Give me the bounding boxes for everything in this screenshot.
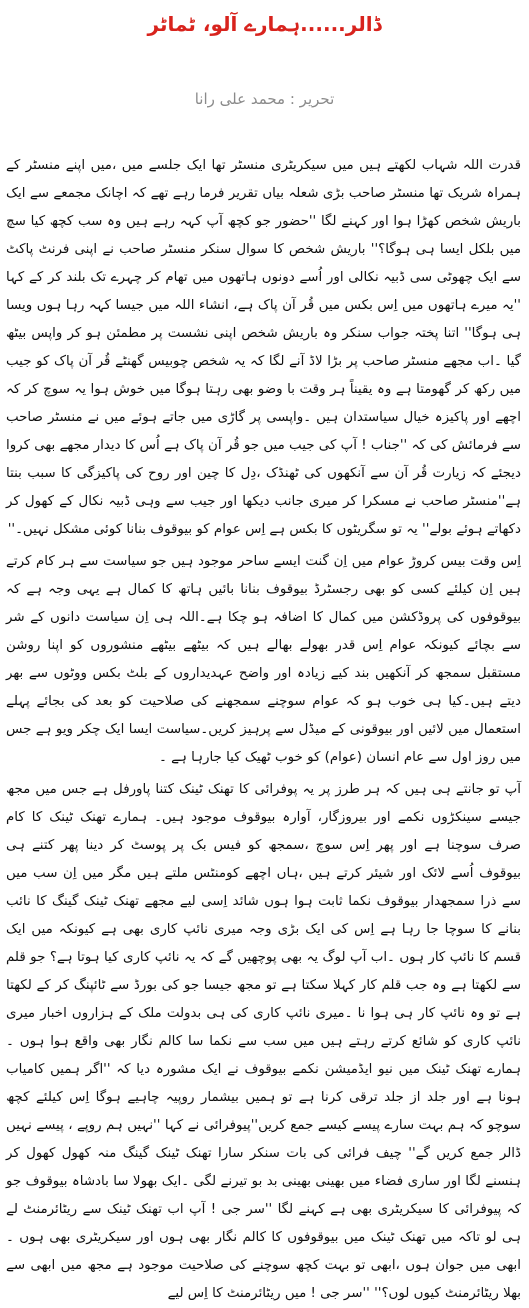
article-paragraph: اِس وقت بیس کروڑ عوام میں اِن گنت ایسے ساحر موجود ہیں جو سیاست سے ہر کام کرتے ہیں اِن کیلئے کسی کو بھی رجسٹرڈ بیوقوف بنانا بائیں ہاتھ کا کمال ہے یہی وجہ ہے کہ بیوقوفوں کی پروڈکشن میں کمال کا اضافہ ہو چکا ہے۔اللہ ہی اِن سیاست دانوں کے شر سے بچائے کیونکہ عوام اِس قدر بھولے بھالے ہیں کہ بیٹھے بیٹھے منشوروں کو اپنا روشن مستقبل سمجھ کر آنکھیں بند کیے زیادہ اور واضح عہدیداروں کے بلٹ بکس ووٹوں سے بھر دیتے ہیں۔کیا ہی خوب ہو کہ عوام سوچنے سمجھنے کی صلاحیت کو بعد کی بجائے پہلے استعمال میں لائیں اور بیوقونی کے میڈل سے پرہیز کریں۔سیاست ایسا ایک چکر ویو ہے جس میں روز اول سے عام انسان (عوام) کو خوب ٹھیک کیا جارہا ہے ۔: [6, 554, 521, 765]
article-body: [6, 152, 521, 1308]
article-paragraph: قدرت اللہ شہاب لکھتے ہیں میں سیکریٹری منسٹر تھا ایک جلسے میں ،میں اپنے منسٹر کے ہمراہ شریک تھا منسٹر صاحب بڑی شعلہ بیاں تقریر فرما رہے تھے کہ اچانک مجمعے سے ایک باریش شخص کھڑا ہوا اور کہنے لگا ''حضور جو کچھ آپ کہہ رہے ہیں وہ سب کچھ کیا سچ میں بلکل ایسا ہی ہوگا؟'' باریش شخص کا سوال سنکر منسٹر صاحب نے اپنی فرنٹ پاکٹ سے ایک چھوٹی سی ڈبیہ نکالی اور اُسے دونوں ہاتھوں میں تھام کر چہرے تک بلند کر کے کہا ''یہ میرے ہاتھوں میں اِس بکس میں قُر آن پاک ہے، انشاء اللہ میں جیسا کہہ رہا ہوں ویسا ہی ہوگا'' اتنا پختہ جواب سنکر وہ باریش شخص اپنی نشست پر مطمئن ہو کر واپس بیٹھ گیا ۔اب مجھے منسٹر صاحب پر بڑا لاڈ آنے لگا کہ یہ شخص چوبیس گھنٹے قُر آن پاک کو جیب میں رکھ کر گھومتا ہے وہ یقیناً ہر وقت با وضو بھی رہتا ہوگا میں خوش ہوا یہ سوچ کر کہ اچھے اور پاکیزہ خیال سیاستدان ہیں ۔واپسی پر گاڑی میں جاتے ہوئے میں نے منسٹر صاحب سے فرمائش کی کہ ''جناب ! آپ کی جیب میں جو قُر آن پاک ہے اُس کا دیدار مجھے بھی کروا دیجئے کہ زیارت قُر آن سے آنکھوں کی ٹھنڈک ،دِل کا چین اور روح کی پاکیزگی کا سبب بنتا ہے''منسٹر صاحب نے مسکرا کر میری جانب دیکھا اور جیب سے وہی ڈبیہ نکال کے کھول کر دکھاتے ہوئے بولے'' یہ تو سگریٹوں کا بکس ہے اِس عوام کو بیوقوف بنانا کوئی مشکل نہیں۔'': [6, 158, 521, 537]
article-title: ڈالر......ہمارے آلو، ٹماٹر: [147, 12, 382, 36]
article-paragraph: آپ تو جانتے ہی ہیں کہ ہر طرز پر یہ پوفرائی کا تھنک ٹینک کتنا پاورفل ہے جس میں مجھ جیسے سینکڑوں نکمے اور بیروزگار، آوارہ بیوقوف موجود ہیں۔ ہمارے تھنک ٹینک کا کام صرف سوچنا ہے اور پھر اِس سوچ ،سمجھ کو فیس بک پر پوسٹ کر دینا پھر کتنے ہی بیوقوف اُسے لائک اور شیئر کرتے ہیں ،ہاں اچھے کومنٹس ملتے ہیں مگر میں اِن سب میں سے ذرا سمجھدار بیوقوف نکما ثابت ہوا ہوں شائد اِسی لیے مجھے تھنک ٹینک گینگ کا نائب بنانے کا سوچا جا رہا ہے اِس کی ایک بڑی وجہ میری نائپ کاری بھی ہے کیونکہ میں ایک قسم کا نائپ کار ہوں ۔اب آپ لوگ یہ بھی پوچھیں گے کہ یہ نائپ کاری کیا ہوتا ہے؟ جو قلم سے لکھتا ہے وہ جب قلم کار کہلا سکتا ہے تو مجھ جیسا جو کی بورڈ سے ٹائپنگ کر کے لکھتا ہے تو وہ نائپ کار ہی ہوا نا ۔میری نائپ کاری کی ہی بدولت ملک کے ہزاروں اخبار میری نائپ کاری کو شائع کرتے رہتے ہیں میں سب سے نکما سا کالم نگار بھی واقع ہوا ہوں ۔ ہمارے تھنک ٹینک میں نیو ایڈمیشن نکمے بیوقوف نے ایک مشورہ دیا کہ ''اگر ہمیں کامیاب ہونا ہے اور جلد از جلد ترقی کرنا ہے تو ہمیں بیشمار روپیہ چاہیے ہوگا اِس کیلئے کچھ سوچو کہ ہم بہت سارے پیسے کیسے جمع کریں''پیوفرائی نے کہا ''نہیں ہم روپے ، پیسے نہیں ڈالر جمع کریں گے'' چیف فرائی کی بات سنکر سارا تھنک ٹینک گینگ منہ کھول کھول کر ہنسنے لگا اور ساری فضاء میں بھینی بھینی بد بو تیرنے لگی ۔ایک بھولا سا بادشاہ بیوقوف جو کہ پیوفرائی کا سیکریٹری بھی ہے کہنے لگا ''سر جی ! آپ اب تھنک ٹینک سے ریٹائرمنٹ لے ہی لو تاکہ میں تھنک ٹینک میں بیوقوفوں کا کالم نگار بھی ہوں اور سیکریٹری بھی ہوں ۔ابھی میں جوان ہوں ،ابھی تو بہت کچھ سوچنے کی صلاحیت موجود ہے مجھ میں ابھی سے بھلا ریٹائرمنٹ کیوں لوں؟'' ''سر جی ! میں ریٹائرمنٹ کا اِس لیے: [6, 782, 521, 1301]
article-byline: تحریر : محمد علی رانا: [194, 90, 335, 108]
